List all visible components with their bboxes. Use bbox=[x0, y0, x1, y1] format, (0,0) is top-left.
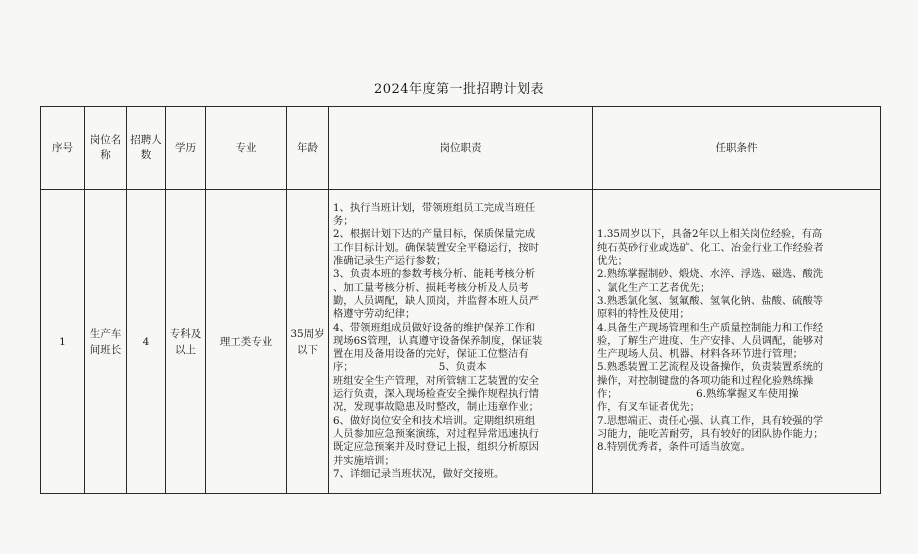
header-major: 专业 bbox=[206, 107, 287, 190]
cell-position: 生产车间班长 bbox=[85, 190, 127, 494]
header-age: 年龄 bbox=[287, 107, 329, 190]
duty-line: 7、详细记录当班状况，做好交接班。 bbox=[333, 467, 505, 480]
duty-line: 1、执行当班计划，带领班组员工完成当班任 bbox=[333, 201, 536, 214]
header-requirements: 任职条件 bbox=[593, 107, 881, 190]
duty-line: 置在用及备用设备的完好，保证工位整洁有 bbox=[333, 348, 529, 361]
requirement-line: 习能力，能吃苦耐劳，具有较好的团队协作能力； bbox=[597, 427, 824, 440]
requirement-line: 优先； bbox=[597, 255, 628, 268]
duty-line: 3、负责本班的参数考核分析、能耗考核分析 bbox=[333, 268, 536, 281]
header-education: 学历 bbox=[166, 107, 206, 190]
requirement-line: 2.熟练掌握制砂、煅烧、水淬、浮选、磁选、酸洗 bbox=[597, 268, 824, 281]
header-seq: 序号 bbox=[41, 107, 85, 190]
duty-line: 格遵守劳动纪律； bbox=[333, 308, 416, 321]
duty-line: 6、做好岗位安全和技术培训。定期组织班组 bbox=[333, 414, 536, 427]
duty-line: 现场6S管理，认真遵守设备保养制度，保证装 bbox=[333, 334, 543, 347]
requirement-line: 、氯化生产工艺者优先； bbox=[597, 281, 711, 294]
requirement-line: 8.特别优秀者，条件可适当放宽。 bbox=[597, 441, 751, 454]
requirement-line: 作，有叉车证者优先； bbox=[597, 401, 700, 414]
duty-line: 班组安全生产管理，对所管辖工艺装置的安全 bbox=[333, 374, 539, 387]
table-row bbox=[41, 190, 881, 494]
duty-line: 序； 5、负责本 bbox=[333, 361, 487, 374]
duties-list bbox=[333, 202, 588, 481]
duty-line: 况，发现事故隐患及时整改，制止违章作业； bbox=[333, 401, 539, 414]
duty-line: 4、带领班组成员做好设备的维护保养工作和 bbox=[333, 321, 536, 334]
requirements-list bbox=[597, 228, 876, 454]
cell-duties bbox=[329, 190, 593, 494]
requirement-line: 生产现场人员、机器、材料各环节进行管理； bbox=[597, 348, 803, 361]
requirement-line: 作； 6.熟练掌握叉车使用操 bbox=[597, 388, 799, 401]
requirement-line: 验，了解生产进度、生产安排、人员调配，能够对 bbox=[597, 334, 824, 347]
duty-line: 勤，人员调配，缺人顶岗，并监督本班人员严 bbox=[333, 294, 539, 307]
requirement-line: 5.熟悉装置工艺流程及设备操作，负责装置系统的 bbox=[597, 361, 824, 374]
table-header-row bbox=[41, 107, 881, 190]
recruitment-plan-table bbox=[40, 106, 881, 494]
cell-count: 4 bbox=[127, 190, 166, 494]
duty-line: 运行负责，深入现场检查安全操作规程执行情 bbox=[333, 388, 539, 401]
requirement-line: 操作，对控制键盘的各项功能和过程化验熟练操 bbox=[597, 374, 814, 387]
cell-requirements bbox=[593, 190, 881, 494]
requirement-line: 纯石英砂行业或选矿、化工、冶金行业工作经验者 bbox=[597, 241, 824, 254]
cell-major: 理工类专业 bbox=[206, 190, 287, 494]
requirement-line: 3.熟悉氯化氢、氢氟酸、氢氧化钠、盐酸、硫酸等 bbox=[597, 294, 824, 307]
requirement-line: 7.思想端正、责任心强、认真工作，具有较强的学 bbox=[597, 414, 824, 427]
page-title: 2024年度第一批招聘计划表 bbox=[373, 82, 545, 97]
duty-line: 并实施培训； bbox=[333, 454, 395, 467]
requirement-line: 4.具备生产现场管理和生产质量控制能力和工作经 bbox=[597, 321, 824, 334]
duty-line: 务； bbox=[333, 215, 354, 228]
header-count: 招聘人数 bbox=[127, 107, 166, 190]
header-position: 岗位名称 bbox=[85, 107, 127, 190]
duty-line: 工作目标计划。确保装置安全平稳运行，按时 bbox=[333, 241, 539, 254]
duty-line: 准确记录生产运行参数； bbox=[333, 255, 447, 268]
cell-seq: 1 bbox=[41, 190, 85, 494]
requirement-line: 1.35周岁以下，具备2年以上相关岗位经验，有高 bbox=[597, 228, 823, 241]
duty-line: 、加工量考核分析、损耗考核分析及人员考 bbox=[333, 281, 529, 294]
duty-line: 人员参加应急预案演练，对过程异常迅速执行 bbox=[333, 427, 539, 440]
duty-line: 2、根据计划下达的产量目标，保质保量完成 bbox=[333, 228, 536, 241]
cell-age: 35周岁以下 bbox=[287, 190, 329, 494]
header-duties: 岗位职责 bbox=[329, 107, 593, 190]
duty-line: 既定应急预案并及时登记上报，组织分析原因 bbox=[333, 441, 539, 454]
cell-education: 专科及以上 bbox=[166, 190, 206, 494]
requirement-line: 原料的特性及使用； bbox=[597, 308, 690, 321]
